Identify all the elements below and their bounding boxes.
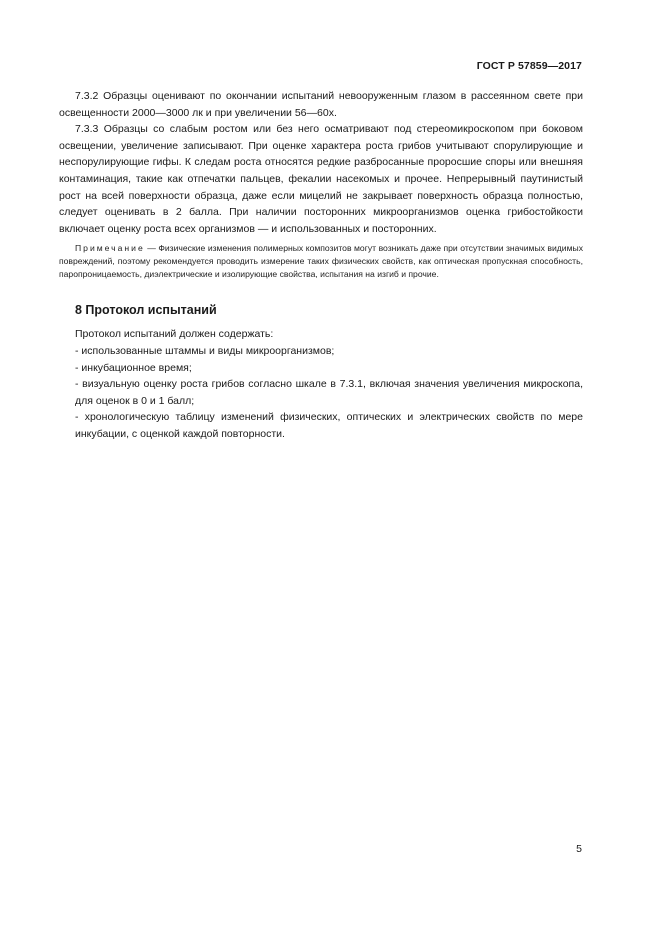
- section-intro: Протокол испытаний должен содержать:: [75, 328, 274, 341]
- page-number: 5: [576, 843, 582, 855]
- list-item-incubation-time: - инкубационное время;: [75, 361, 192, 374]
- paragraph-7-3-2: 7.3.2 Образцы оценивают по окончании испытаний невооруженным глазом в рассеянном свете при освещенности 2000—3000 лк и при увеличении 56—60х.: [59, 90, 583, 119]
- standard-code-header: ГОСТ Р 57859—2017: [476, 60, 582, 72]
- section-title: 8 Протокол испытаний: [75, 303, 217, 318]
- note-text: — Физические изменения полимерных композитов могут возникать даже при отсутствии значимых видимых повреждений, поэтому рекомендуется проводить измерение таких физических свойств, как оптическая пропускная способность, паропроницаемость, диэлектрические и изолирующие свойства, испытания на изгиб и прочие.: [59, 243, 583, 279]
- note: [59, 242, 583, 280]
- page-content: [59, 88, 583, 443]
- list-item-chronological-table: - хронологическую таблицу изменений физических, оптических и электрических свойств по мере инкубации, с оценкой каждой повторности.: [75, 411, 583, 441]
- list-item-strains: - использованные штаммы и виды микроорганизмов;: [75, 345, 335, 358]
- list-item-visual-assessment: - визуальную оценку роста грибов согласно шкале в 7.3.1, включая значения увеличения микроскопа, для оценок в 0 и 1 балл;: [75, 378, 583, 407]
- paragraph-7-3-3: 7.3.3 Образцы со слабым ростом или без него осматривают под стереомикроскопом при боковом освещении, увеличение записывают. При оценке характера роста грибов учитывают спорулирующие и неспорулирующие гифы. К следам роста относятся редкие разбросанные проросшие споры или внешняя контаминация, такие как отпечатки пальцев, фекалии насекомых и прочее. Непрерывный паутинистый рост на всей поверхности образца, даже если мицелий не закрывает поверхность образца полностью, следует оценивать в 2 балла. При наличии посторонних микроорганизмов оценка грибостойкости включает оценку роста всех организмов — и использованных и посторонних.: [59, 123, 583, 235]
- note-label: Примечание: [75, 243, 145, 254]
